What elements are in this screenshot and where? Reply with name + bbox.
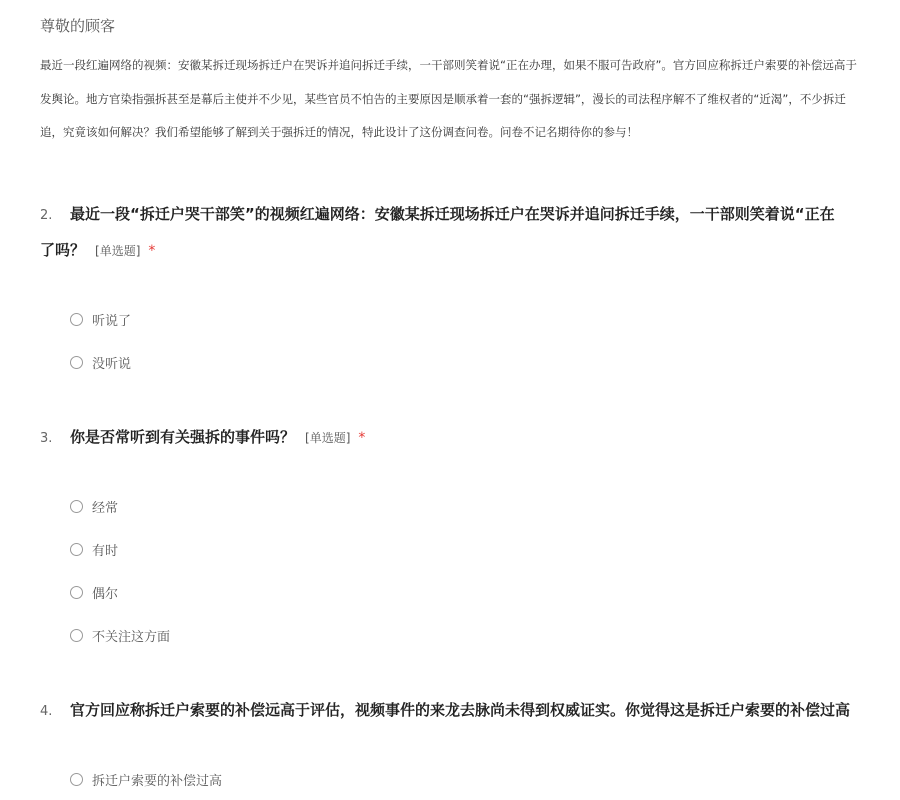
required-marker: * — [358, 430, 366, 446]
question-4-title — [40, 699, 850, 720]
option-not-heard[interactable] — [70, 353, 131, 371]
radio-button[interactable] — [70, 773, 83, 786]
intro-line-2: 发舆论。地方官染指强拆甚至是幕后主使并不少见，某些官员不怕告的主要原因是顺承着一套的“强拆逻辑”，漫长的司法程序解不了维权者的“近渴”，不少拆迁 — [40, 92, 846, 106]
required-marker: * — [148, 243, 156, 259]
intro-line-1: 最近一段红遍网络的视频：安徽某拆迁现场拆迁户在哭诉并追问拆迁手续，一干部则笑着说“正在办理，如果不服可告政府”。官方回应称拆迁户索要的补偿远高于 — [40, 58, 857, 72]
option-label: 不关注这方面 — [92, 629, 171, 645]
question-type-badge: [单选题] — [95, 244, 141, 258]
question-number: 3. — [40, 431, 53, 446]
question-2-title — [40, 203, 835, 224]
question-text: 官方回应称拆迁户索要的补偿远高于评估，视频事件的来龙去脉尚未得到权威证实。你觉得这是拆迁户索要的补偿过高 — [70, 701, 851, 719]
greeting: 尊敬的顾客 — [40, 17, 116, 35]
option-occasionally[interactable] — [70, 583, 118, 601]
radio-button[interactable] — [70, 356, 83, 369]
option-label: 没听说 — [92, 356, 132, 372]
question-2-title-cont — [40, 239, 155, 260]
question-number: 4. — [40, 704, 53, 719]
radio-button[interactable] — [70, 629, 83, 642]
option-label: 拆迁户索要的补偿过高 — [92, 773, 223, 789]
option-label: 经常 — [92, 500, 119, 516]
option-compensation-too-high[interactable] — [70, 770, 222, 788]
option-sometimes[interactable] — [70, 540, 118, 558]
option-often[interactable] — [70, 497, 118, 515]
radio-button[interactable] — [70, 543, 83, 556]
question-text: 最近一段“拆迁户哭干部笑”的视频红遍网络：安徽某拆迁现场拆迁户在哭诉并追问拆迁手续，一干部则笑着说“正在 — [70, 205, 835, 223]
radio-button[interactable] — [70, 313, 83, 326]
radio-button[interactable] — [70, 500, 83, 513]
question-text: 你是否常听到有关强拆的事件吗？ — [70, 428, 296, 446]
option-label: 听说了 — [92, 313, 132, 329]
option-label: 有时 — [92, 543, 119, 559]
question-text-cont: 了吗？ — [40, 241, 86, 259]
option-not-concerned[interactable] — [70, 626, 170, 644]
intro-line-3: 追，究竟该如何解决？我们希望能够了解到关于强拆迁的情况，特此设计了这份调查问卷。问卷不记名期待你的参与！ — [40, 125, 638, 139]
option-heard[interactable] — [70, 310, 131, 328]
question-number: 2. — [40, 208, 53, 223]
radio-button[interactable] — [70, 586, 83, 599]
question-type-badge: [单选题] — [305, 431, 351, 445]
question-3-title — [40, 426, 365, 447]
option-label: 偶尔 — [92, 586, 119, 602]
